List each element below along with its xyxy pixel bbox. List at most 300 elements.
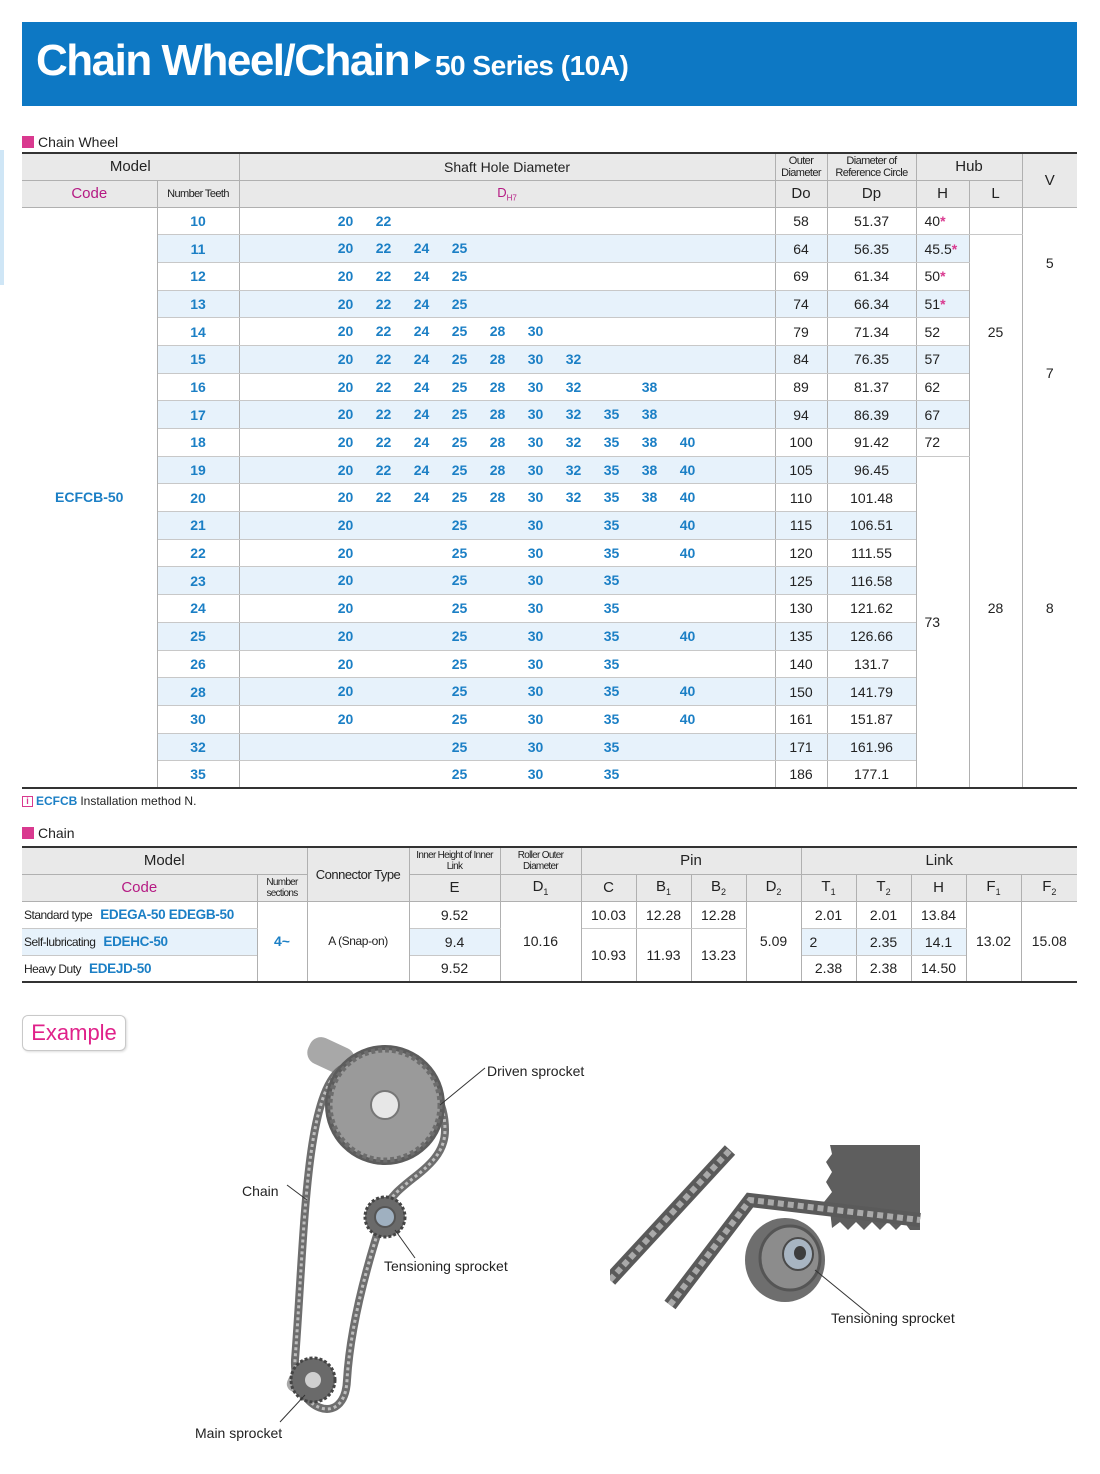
shaft-hole-value: 28 — [489, 489, 506, 506]
shaft-hole-cell — [239, 345, 775, 373]
teeth-value: 19 — [157, 456, 239, 484]
number-sections-header: Number sections — [257, 874, 307, 901]
dp-value: 76.35 — [827, 345, 916, 373]
wheel-row — [22, 456, 1077, 484]
wheel-row — [22, 429, 1077, 457]
note-code: ECFCB — [36, 794, 78, 808]
dp-value: 111.55 — [827, 539, 916, 567]
dp-value: 56.35 — [827, 235, 916, 263]
shaft-hole-value: 30 — [527, 406, 544, 423]
t1-value: 2.38 — [801, 955, 856, 982]
hub-h-value: 67 — [916, 401, 969, 429]
shaft-hole-value: 20 — [337, 627, 354, 644]
teeth-value: 21 — [157, 512, 239, 540]
shaft-hole-value: 24 — [413, 240, 430, 257]
chain-drive-illustration — [235, 1030, 635, 1450]
main-sprocket-callout: Main sprocket — [195, 1425, 283, 1441]
do-value: 105 — [775, 456, 827, 484]
shaft-hole-value: 20 — [337, 295, 354, 312]
shaft-hole-value: 30 — [527, 323, 544, 340]
do-value: 120 — [775, 539, 827, 567]
model-header: Model — [22, 153, 239, 180]
dp-value: 116.58 — [827, 567, 916, 595]
do-value: 94 — [775, 401, 827, 429]
shaft-hole-value: 20 — [337, 378, 354, 395]
shaft-hole-value: 28 — [489, 406, 506, 423]
do-header: Do — [775, 180, 827, 207]
dp-value: 96.45 — [827, 456, 916, 484]
shaft-hole-value: 30 — [527, 683, 544, 700]
teeth-value: 10 — [157, 207, 239, 235]
shaft-hole-value: 38 — [641, 434, 658, 450]
shaft-hole-cell — [239, 512, 775, 540]
v-merged: 7 — [1022, 318, 1077, 429]
chain-code: EDEHC-50 — [103, 934, 168, 949]
tensioning-closeup-illustration — [610, 1140, 930, 1315]
f2-header: $F_2$ — [1021, 874, 1077, 901]
shaft-hole-value: 24 — [413, 267, 430, 284]
shaft-hole-value: 25 — [451, 600, 468, 617]
dp-value: 106.51 — [827, 512, 916, 540]
shaft-hole-value: 25 — [451, 295, 468, 312]
shaft-hole-value: 30 — [527, 572, 544, 589]
shaft-hole-value: 20 — [337, 350, 354, 367]
teeth-value: 22 — [157, 539, 239, 567]
h-header: H — [916, 180, 969, 207]
teeth-value: 30 — [157, 705, 239, 733]
main-sprocket-shape — [291, 1358, 335, 1402]
shaft-hole-value: 30 — [527, 766, 544, 783]
connector-type-header: Connector Type — [307, 847, 409, 901]
teeth-value: 28 — [157, 678, 239, 706]
shaft-hole-value: 25 — [451, 378, 468, 395]
teeth-value: 35 — [157, 761, 239, 789]
teeth-value: 24 — [157, 595, 239, 623]
dp-value: 86.39 — [827, 401, 916, 429]
do-value: 89 — [775, 373, 827, 401]
shaft-hole-cell — [239, 595, 775, 623]
shaft-hole-value: 24 — [413, 406, 430, 423]
e-value: 9.4 — [409, 928, 500, 955]
do-value: 125 — [775, 567, 827, 595]
do-value: 79 — [775, 318, 827, 346]
shaft-hole-value: 20 — [337, 267, 354, 284]
teeth-value: 13 — [157, 290, 239, 318]
v-merged: 5 — [1022, 207, 1077, 318]
dp-value: 177.1 — [827, 761, 916, 789]
shaft-hole-value: 40 — [679, 544, 696, 561]
shaft-hole-value: 35 — [603, 406, 620, 423]
link-h-value: 13.84 — [911, 901, 966, 928]
side-tab — [0, 150, 4, 285]
shaft-hole-cell — [239, 401, 775, 429]
shaft-hole-cell — [239, 318, 775, 346]
shaft-hole-value: 25 — [451, 434, 468, 450]
wheel-row — [22, 373, 1077, 401]
reference-circle-header: Diameter of Reference Circle — [827, 153, 916, 180]
sections-value: 4~ — [257, 901, 307, 982]
shaft-hole-value: 35 — [603, 655, 620, 672]
teeth-value: 23 — [157, 567, 239, 595]
shaft-hole-value: 24 — [413, 323, 430, 340]
tensioning-sprocket-shape — [365, 1197, 405, 1237]
dp-value: 126.66 — [827, 622, 916, 650]
shaft-hole-value: 20 — [337, 323, 354, 340]
c-value: 10.93 — [581, 928, 636, 982]
tensioning-sprocket-closeup-callout: Tensioning sprocket — [831, 1310, 955, 1326]
t1-value: 2 — [801, 928, 856, 955]
dp-value: 101.48 — [827, 484, 916, 512]
do-value: 171 — [775, 733, 827, 761]
shaft-hole-value: 35 — [603, 434, 620, 450]
do-value: 150 — [775, 678, 827, 706]
shaft-hole-value: 24 — [413, 350, 430, 367]
teeth-value: 14 — [157, 318, 239, 346]
driven-sprocket-callout: Driven sprocket — [487, 1063, 585, 1079]
dp-header: Dp — [827, 180, 916, 207]
roller-outer-header: Roller Outer Diameter — [500, 847, 581, 874]
hub-h-value: 57 — [916, 345, 969, 373]
link-h-value: 14.50 — [911, 955, 966, 982]
do-value: 110 — [775, 484, 827, 512]
shaft-hole-cell — [239, 650, 775, 678]
shaft-hole-cell — [239, 761, 775, 789]
shaft-hole-value: 35 — [603, 489, 620, 506]
dp-value: 141.79 — [827, 678, 916, 706]
e-value: 9.52 — [409, 955, 500, 982]
shaft-hole-value: 25 — [451, 323, 468, 340]
dp-value: 91.42 — [827, 429, 916, 457]
shaft-hole-value: 35 — [603, 683, 620, 700]
shaft-hole-value: 22 — [375, 434, 392, 450]
dp-value: 51.37 — [827, 207, 916, 235]
shaft-hole-value: 35 — [603, 461, 620, 478]
dp-value: 66.34 — [827, 290, 916, 318]
teeth-value: 26 — [157, 650, 239, 678]
note-text: Installation method N. — [80, 794, 197, 808]
teeth-value: 20 — [157, 484, 239, 512]
number-teeth-header: Number Teeth — [157, 180, 239, 207]
do-value: 115 — [775, 512, 827, 540]
hub-h-value: 40* — [916, 207, 969, 235]
wheel-row — [22, 345, 1077, 373]
shaft-hole-value: 28 — [489, 350, 506, 367]
wheel-row — [22, 207, 1077, 235]
info-icon: i — [22, 796, 33, 807]
wheel-row — [22, 235, 1077, 263]
t2-header: $T_2$ — [856, 874, 911, 901]
link-h-header: H — [911, 874, 966, 901]
shaft-hole-value: 20 — [337, 544, 354, 561]
shaft-hole-value: 30 — [527, 434, 544, 450]
shaft-hole-value: 38 — [641, 489, 658, 506]
chain-code: EDEJD-50 — [89, 960, 152, 976]
example-label: Example — [22, 1015, 126, 1051]
shaft-hole-cell — [239, 678, 775, 706]
shaft-hole-cell — [239, 235, 775, 263]
shaft-hole-header: Shaft Hole Diameter — [239, 153, 775, 180]
teeth-value: 18 — [157, 429, 239, 457]
square-bullet-icon — [22, 136, 34, 148]
b2-value: 13.23 — [691, 928, 746, 982]
shaft-hole-value: 24 — [413, 461, 430, 478]
shaft-hole-cell — [239, 484, 775, 512]
do-value: 69 — [775, 262, 827, 290]
f1-value: 13.02 — [966, 901, 1021, 982]
shaft-hole-value: 28 — [489, 461, 506, 478]
chain-row-standard: Standard type EDEGA-50 EDEGB-50 — [22, 901, 257, 928]
c-header: C — [581, 874, 636, 901]
shaft-hole-value: 30 — [527, 544, 544, 561]
shaft-hole-cell — [239, 733, 775, 761]
chain-code: EDEGA-50 EDEGB-50 — [100, 907, 234, 922]
do-value: 130 — [775, 595, 827, 623]
shaft-hole-cell — [239, 622, 775, 650]
wheel-row — [22, 318, 1077, 346]
shaft-hole-value: 22 — [375, 212, 392, 229]
dp-value: 61.34 — [827, 262, 916, 290]
do-value: 100 — [775, 429, 827, 457]
shaft-hole-value: 25 — [451, 627, 468, 644]
shaft-hole-value: 35 — [603, 627, 620, 644]
v-header: V — [1022, 153, 1077, 207]
shaft-hole-cell — [239, 429, 775, 457]
shaft-hole-value: 30 — [527, 378, 544, 395]
hub-l-merged: 28 — [969, 429, 1022, 789]
do-value: 58 — [775, 207, 827, 235]
shaft-hole-value: 35 — [603, 544, 620, 561]
shaft-hole-value: 25 — [451, 572, 468, 589]
shaft-hole-value: 25 — [451, 489, 468, 506]
do-value: 140 — [775, 650, 827, 678]
shaft-hole-value: 22 — [375, 295, 392, 312]
shaft-hole-value: 28 — [489, 378, 506, 395]
connector-value: A (Snap-on) — [307, 901, 409, 982]
shaft-hole-value: 25 — [451, 240, 468, 257]
chain-section-label: Chain — [22, 825, 75, 841]
closeup-sprocket-shape — [745, 1218, 825, 1302]
wheel-code: ECFCB-50 — [22, 207, 157, 788]
t2-value: 2.01 — [856, 901, 911, 928]
shaft-hole-cell — [239, 207, 775, 235]
pin-header: Pin — [581, 847, 801, 874]
shaft-hole-value: 20 — [337, 710, 354, 727]
shaft-hole-cell — [239, 705, 775, 733]
shaft-hole-value: 20 — [337, 461, 354, 478]
wheel-row — [22, 262, 1077, 290]
hub-h-value: 72 — [916, 429, 969, 457]
e-value: 9.52 — [409, 901, 500, 928]
t2-value: 2.35 — [856, 928, 911, 955]
shaft-hole-value: 25 — [451, 461, 468, 478]
link-header: Link — [801, 847, 1077, 874]
chain-row-self-lubricating: Self-lubricating EDEHC-50 — [22, 928, 257, 955]
d2-value: 5.09 — [746, 901, 801, 982]
shaft-hole-value: 35 — [603, 517, 620, 534]
shaft-hole-value: 30 — [527, 738, 544, 755]
shaft-hole-value: 30 — [527, 655, 544, 672]
shaft-hole-value: 35 — [603, 738, 620, 755]
dp-value: 151.87 — [827, 705, 916, 733]
shaft-hole-value: 40 — [679, 434, 696, 450]
shaft-hole-value: 38 — [641, 378, 658, 395]
arrow-right-icon — [415, 51, 431, 69]
b1-header: $B_1$ — [636, 874, 691, 901]
shaft-hole-value: 20 — [337, 406, 354, 423]
shaft-hole-value: 25 — [451, 766, 468, 783]
t1-header: $T_1$ — [801, 874, 856, 901]
shaft-hole-value: 30 — [527, 627, 544, 644]
do-value: 161 — [775, 705, 827, 733]
chain-callout: Chain — [242, 1183, 279, 1199]
l-header: L — [969, 180, 1022, 207]
dp-value: 81.37 — [827, 373, 916, 401]
shaft-hole-value: 32 — [565, 406, 582, 423]
shaft-hole-value: 25 — [451, 406, 468, 423]
shaft-hole-value: 32 — [565, 434, 582, 450]
shaft-hole-value: 40 — [679, 710, 696, 727]
shaft-hole-value: 28 — [489, 434, 506, 450]
teeth-value: 12 — [157, 262, 239, 290]
shaft-hole-cell — [239, 567, 775, 595]
b1-value: 11.93 — [636, 928, 691, 982]
b1-value: 12.28 — [636, 901, 691, 928]
e-header: E — [409, 874, 500, 901]
t1-value: 2.01 — [801, 901, 856, 928]
shaft-hole-value: 30 — [527, 517, 544, 534]
shaft-hole-value: 20 — [337, 240, 354, 257]
driven-sprocket-shape — [325, 1045, 445, 1165]
shaft-hole-cell — [239, 456, 775, 484]
shaft-hole-value: 24 — [413, 489, 430, 506]
hub-l-empty — [969, 207, 1022, 235]
t2-value: 2.38 — [856, 955, 911, 982]
teeth-value: 17 — [157, 401, 239, 429]
shaft-hole-value: 20 — [337, 434, 354, 450]
do-value: 74 — [775, 290, 827, 318]
shaft-hole-value: 35 — [603, 572, 620, 589]
shaft-hole-value: 32 — [565, 350, 582, 367]
f2-value: 15.08 — [1021, 901, 1077, 982]
v-merged: 8 — [1022, 429, 1077, 789]
shaft-hole-value: 30 — [527, 350, 544, 367]
shaft-hole-value: 22 — [375, 378, 392, 395]
do-value: 135 — [775, 622, 827, 650]
dp-value: 121.62 — [827, 595, 916, 623]
shaft-hole-value: 20 — [337, 655, 354, 672]
d2-header: $D_2$ — [746, 874, 801, 901]
outer-diameter-header: Outer Diameter — [775, 153, 827, 180]
f1-header: $F_1$ — [966, 874, 1021, 901]
tensioning-sprocket-callout: Tensioning sprocket — [384, 1258, 508, 1274]
hub-h-value: 62 — [916, 373, 969, 401]
shaft-hole-value: 22 — [375, 461, 392, 478]
shaft-hole-value: 20 — [337, 683, 354, 700]
d1-value: 10.16 — [500, 901, 581, 982]
shaft-hole-value: 25 — [451, 710, 468, 727]
hub-h-value: 50* — [916, 262, 969, 290]
shaft-hole-value: 35 — [603, 600, 620, 617]
chain-table — [22, 846, 1077, 983]
hub-h-value: 51* — [916, 290, 969, 318]
dh7-label: $D_{H7}$ — [497, 184, 517, 203]
shaft-hole-value: 35 — [603, 766, 620, 783]
shaft-hole-cell — [239, 262, 775, 290]
title-text: Chain Wheel/Chain — [36, 36, 409, 85]
hub-header: Hub — [916, 153, 1022, 180]
installation-note — [22, 794, 196, 808]
shaft-hole-value: 38 — [641, 406, 658, 423]
shaft-hole-value: 40 — [679, 489, 696, 506]
shaft-hole-value: 22 — [375, 350, 392, 367]
shaft-hole-value: 24 — [413, 295, 430, 312]
shaft-hole-value: 25 — [451, 350, 468, 367]
b2-value: 12.28 — [691, 901, 746, 928]
chain-wheel-table — [22, 152, 1077, 789]
code-header: Code — [22, 180, 157, 207]
shaft-hole-value: 25 — [451, 544, 468, 561]
shaft-hole-value: 20 — [337, 600, 354, 617]
hub-h-value: 45.5* — [916, 235, 969, 263]
shaft-hole-value: 32 — [565, 461, 582, 478]
shaft-hole-value: 40 — [679, 683, 696, 700]
shaft-hole-value: 40 — [679, 461, 696, 478]
teeth-value: 16 — [157, 373, 239, 401]
shaft-hole-value: 30 — [527, 710, 544, 727]
shaft-hole-value: 24 — [413, 434, 430, 450]
d1-header: $D_1$ — [500, 874, 581, 901]
shaft-hole-value: 32 — [565, 489, 582, 506]
shaft-hole-value: 20 — [337, 572, 354, 589]
shaft-hole-value: 25 — [451, 517, 468, 534]
do-value: 84 — [775, 345, 827, 373]
hub-h-merged: 73 — [916, 456, 969, 788]
shaft-hole-value: 40 — [679, 517, 696, 534]
shaft-hole-value: 20 — [337, 212, 354, 229]
shaft-hole-value: 25 — [451, 267, 468, 284]
shaft-hole-value: 35 — [603, 710, 620, 727]
shaft-hole-cell — [239, 290, 775, 318]
do-value: 186 — [775, 761, 827, 789]
shaft-hole-value: 22 — [375, 489, 392, 506]
shaft-hole-value: 32 — [565, 378, 582, 395]
title-banner — [22, 22, 1077, 106]
shaft-hole-value: 25 — [451, 655, 468, 672]
shaft-hole-cell — [239, 539, 775, 567]
shaft-hole-value: 30 — [527, 600, 544, 617]
teeth-value: 11 — [157, 235, 239, 263]
link-h-value: 14.1 — [911, 928, 966, 955]
inner-height-header: Inner Height of Inner Link — [409, 847, 500, 874]
shaft-hole-value: 30 — [527, 461, 544, 478]
shaft-hole-value: 22 — [375, 323, 392, 340]
shaft-hole-value: 20 — [337, 517, 354, 534]
shaft-hole-cell — [239, 373, 775, 401]
shaft-hole-value: 38 — [641, 461, 658, 478]
shaft-hole-value: 22 — [375, 240, 392, 257]
dp-value: 131.7 — [827, 650, 916, 678]
shaft-hole-value: 20 — [337, 489, 354, 506]
chain-model-header: Model — [22, 847, 307, 874]
teeth-value: 25 — [157, 622, 239, 650]
c-value: 10.03 — [581, 901, 636, 928]
shaft-hole-value: 28 — [489, 323, 506, 340]
subtitle-text: 50 Series (10A) — [434, 50, 629, 81]
dp-value: 161.96 — [827, 733, 916, 761]
shaft-hole-value: 22 — [375, 406, 392, 423]
wheel-row — [22, 401, 1077, 429]
wheel-row — [22, 290, 1077, 318]
